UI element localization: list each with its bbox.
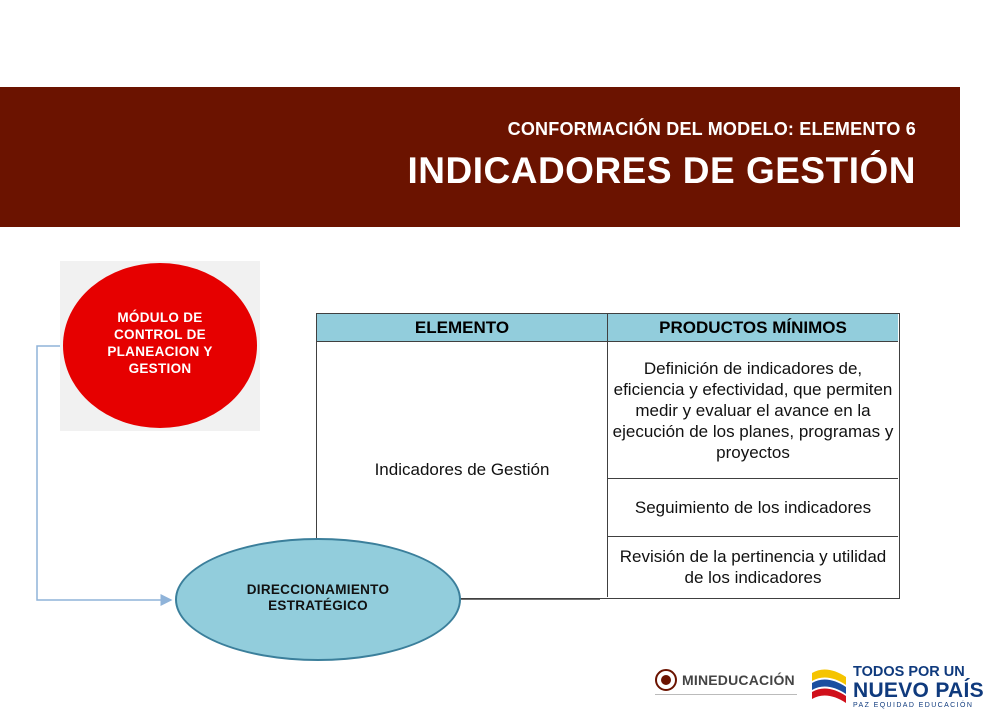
table-cell-product: Seguimiento de los indicadores [608,479,898,537]
mineducacion-text: MINEDUCACIÓN [682,672,795,688]
direction-label-line: DIRECCIONAMIENTO [246,581,390,597]
module-label-line: GESTION [128,360,192,376]
logo2-line2: NUEVO PAÍS [853,679,984,702]
slide-subtitle: CONFORMACIÓN DEL MODELO: ELEMENTO 6 [507,119,916,139]
module-label-line: MÓDULO DE [117,309,203,325]
direction-label-line: ESTRATÉGICO [268,597,368,613]
table-cell-product: Revisión de la pertinencia y utilidad de los indicadores [619,547,887,587]
logo-underline [655,694,797,695]
direction-ellipse [175,538,461,661]
logo2-line3: PAZ EQUIDAD EDUCACIÓN [853,702,974,709]
module-label [107,309,212,377]
table-cell-element: Indicadores de Gestión [317,342,608,597]
slide-title: INDICADORES DE GESTIÓN [407,150,916,191]
table-cell-product: Definición de indicadores de, eficiencia y efectividad, que permiten medir y evaluar el avance en la ejecución de los planes, programas y proyectos [608,342,898,479]
table-header-element: ELEMENTO [317,314,608,342]
module-circle [63,263,257,428]
colombia-flag-icon [810,665,850,709]
module-label-line: PLANEACION Y [107,343,213,359]
module-label-line: CONTROL DE [113,326,206,342]
coat-of-arms-icon [655,669,677,691]
mineducacion-logo [655,665,797,695]
table-header-products: PRODUCTOS MÍNIMOS [608,314,898,342]
logo2-line1: TODOS POR UN [853,664,965,680]
direction-label [247,582,390,614]
todos-por-un-nuevo-pais-logo [853,665,984,710]
